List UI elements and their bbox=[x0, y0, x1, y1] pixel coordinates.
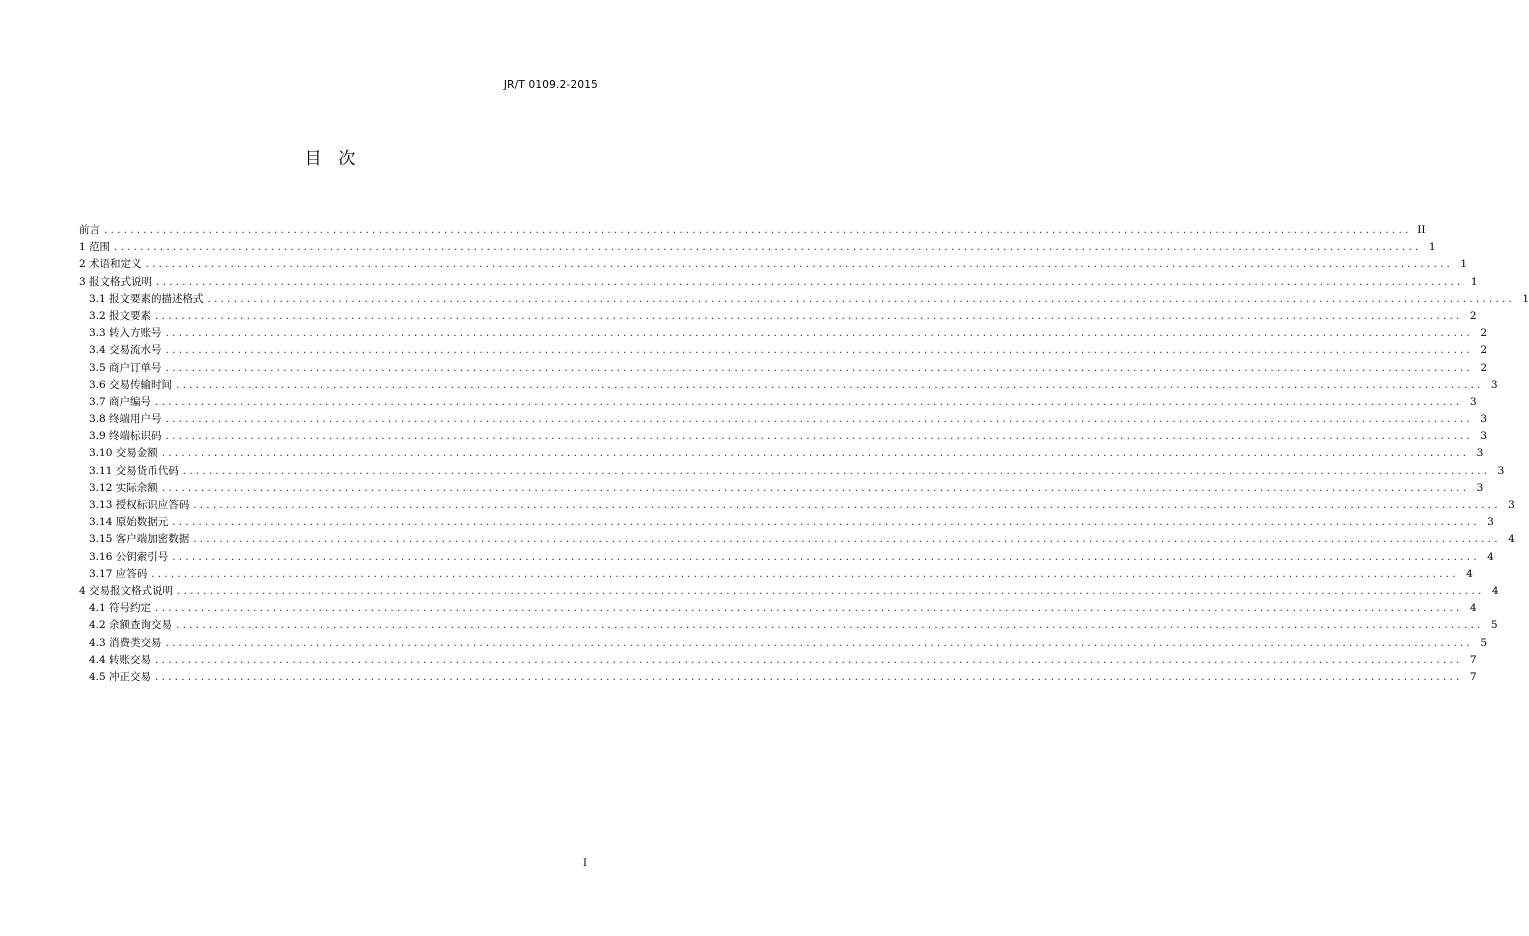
toc-entry-label: 3 报文格式说明 bbox=[79, 275, 153, 288]
toc-entry[interactable] bbox=[79, 600, 1477, 617]
toc-entry-label: 3.14 原始数据元 bbox=[89, 516, 169, 529]
toc-entry-label: 3.12 实际余额 bbox=[89, 481, 158, 494]
toc-dot-leader: ........................................................................................................................................................................................................ bbox=[165, 361, 1474, 374]
toc-entry[interactable] bbox=[79, 583, 1499, 600]
toc-entry-label: 3.1 报文要素的描述格式 bbox=[89, 292, 204, 305]
toc-entry[interactable] bbox=[79, 497, 1515, 514]
toc-entry-label: 3.4 交易流水号 bbox=[89, 344, 162, 357]
toc-entry-label: 3.6 交易传输时间 bbox=[89, 378, 173, 391]
toc-dot-leader: ........................................................................................................................................................................................................ bbox=[177, 584, 1485, 597]
toc-dot-leader: ........................................................................................................................................................................................................ bbox=[207, 292, 1516, 305]
toc-entry-page-number: II bbox=[1417, 224, 1426, 236]
toc-entry-page-number: 4 bbox=[1508, 533, 1515, 546]
toc-dot-leader: ........................................................................................................................................................................................................ bbox=[176, 378, 1484, 391]
page-title: 目 次 bbox=[304, 149, 358, 169]
toc-entry-page-number: 2 bbox=[1480, 361, 1488, 374]
toc-entry[interactable] bbox=[79, 566, 1473, 583]
toc-entry-page-number: 3 bbox=[1487, 516, 1494, 529]
toc-dot-leader: ........................................................................................................................................................................................................ bbox=[114, 241, 1422, 254]
toc-entry-page-number: 1 bbox=[1522, 292, 1529, 305]
toc-entry[interactable] bbox=[79, 394, 1477, 411]
toc-entry-label: 4.5 冲正交易 bbox=[89, 670, 152, 683]
toc-entry-page-number: 3 bbox=[1476, 481, 1484, 494]
toc-entry-page-number: 3 bbox=[1480, 430, 1488, 443]
toc-dot-leader: ........................................................................................................................................................................................................ bbox=[165, 413, 1474, 426]
toc-entry-label: 1 范围 bbox=[79, 241, 111, 254]
toc-entry-label: 4.1 符号约定 bbox=[89, 602, 152, 615]
toc-entry-page-number: 2 bbox=[1469, 309, 1477, 322]
toc-entry[interactable] bbox=[79, 274, 1478, 291]
toc-entry-label: 3.10 交易金额 bbox=[89, 447, 158, 460]
toc-dot-leader: ........................................................................................................................................................................................................ bbox=[161, 481, 1470, 494]
toc-dot-leader: ........................................................................................................................................................................................................ bbox=[155, 602, 1463, 615]
toc-entry-page-number: 7 bbox=[1469, 670, 1477, 683]
toc-entry[interactable] bbox=[79, 411, 1488, 428]
toc-entry-label: 3.5 商户订单号 bbox=[89, 361, 162, 374]
toc-dot-leader: ........................................................................................................................................................................................................ bbox=[155, 670, 1463, 683]
toc-dot-leader: ........................................................................................................................................................................................................ bbox=[172, 516, 1480, 529]
toc-entry[interactable] bbox=[79, 463, 1505, 480]
toc-dot-leader: ........................................................................................................................................................................................................ bbox=[193, 533, 1501, 546]
toc-entry[interactable] bbox=[79, 480, 1484, 497]
toc-entry-label: 前言 bbox=[79, 224, 100, 236]
toc-entry-label: 3.8 终端用户号 bbox=[89, 413, 162, 426]
toc-dot-leader: ........................................................................................................................................................................................................ bbox=[155, 309, 1463, 322]
toc-entry-label: 3.11 交易货币代码 bbox=[89, 464, 179, 477]
toc-entry-label: 2 术语和定义 bbox=[79, 258, 142, 271]
toc-dot-leader: ........................................................................................................................................................................................................ bbox=[145, 258, 1454, 271]
toc-entry[interactable] bbox=[79, 239, 1436, 256]
toc-entry-page-number: 5 bbox=[1480, 636, 1488, 649]
toc-entry-label: 3.7 商户编号 bbox=[89, 395, 152, 408]
toc-entry-page-number: 4 bbox=[1491, 584, 1499, 597]
toc-dot-leader: ........................................................................................................................................................................................................ bbox=[104, 224, 1412, 236]
toc-entry[interactable] bbox=[79, 428, 1488, 445]
toc-dot-leader: ........................................................................................................................................................................................................ bbox=[165, 636, 1474, 649]
toc-dot-leader: ........................................................................................................................................................................................................ bbox=[182, 464, 1491, 477]
toc-entry-label: 4.4 转账交易 bbox=[89, 653, 152, 666]
toc-entry-page-number: 3 bbox=[1497, 464, 1505, 477]
toc-entry-page-number: 3 bbox=[1508, 499, 1515, 511]
toc-entry-page-number: 3 bbox=[1480, 413, 1488, 426]
toc-entry[interactable] bbox=[79, 549, 1494, 566]
table-of-contents bbox=[79, 222, 1529, 686]
toc-entry-page-number: 4 bbox=[1466, 567, 1473, 580]
toc-entry[interactable] bbox=[79, 669, 1477, 686]
page-number: I bbox=[583, 858, 587, 869]
toc-entry[interactable] bbox=[79, 325, 1488, 342]
toc-entry[interactable] bbox=[79, 291, 1529, 308]
toc-entry-page-number: 5 bbox=[1490, 619, 1498, 632]
toc-entry[interactable] bbox=[79, 635, 1488, 652]
toc-dot-leader: ........................................................................................................................................................................................................ bbox=[172, 550, 1480, 563]
toc-dot-leader: ........................................................................................................................................................................................................ bbox=[165, 327, 1474, 340]
toc-entry-label: 4 交易报文格式说明 bbox=[79, 584, 174, 597]
toc-entry-label: 3.13 授权标识应答码 bbox=[89, 499, 190, 511]
toc-entry-page-number: 7 bbox=[1469, 653, 1477, 666]
toc-dot-leader: ........................................................................................................................................................................................................ bbox=[165, 430, 1474, 443]
toc-entry-page-number: 1 bbox=[1428, 241, 1436, 254]
toc-entry-label: 4.3 消费类交易 bbox=[89, 636, 162, 649]
toc-entry[interactable] bbox=[79, 617, 1498, 634]
toc-entry-label: 3.17 应答码 bbox=[89, 567, 148, 580]
toc-dot-leader: ........................................................................................................................................................................................................ bbox=[155, 395, 1463, 408]
toc-entry-page-number: 4 bbox=[1487, 550, 1494, 563]
toc-dot-leader: ........................................................................................................................................................................................................ bbox=[151, 567, 1459, 580]
toc-entry-page-number: 3 bbox=[1469, 395, 1477, 408]
toc-entry-page-number: 2 bbox=[1480, 344, 1488, 357]
toc-dot-leader: ........................................................................................................................................................................................................ bbox=[165, 344, 1474, 357]
toc-entry-label: 4.2 余额查询交易 bbox=[89, 619, 173, 632]
toc-dot-leader: ........................................................................................................................................................................................................ bbox=[155, 653, 1463, 666]
toc-entry[interactable] bbox=[79, 342, 1488, 359]
toc-entry-page-number: 4 bbox=[1469, 602, 1477, 615]
toc-entry[interactable] bbox=[79, 531, 1515, 548]
toc-entry[interactable] bbox=[79, 308, 1477, 325]
toc-entry[interactable] bbox=[79, 445, 1484, 462]
toc-entry[interactable] bbox=[79, 360, 1488, 377]
toc-entry-page-number: 1 bbox=[1470, 275, 1478, 288]
toc-entry[interactable] bbox=[79, 256, 1468, 273]
toc-dot-leader: ........................................................................................................................................................................................................ bbox=[193, 499, 1501, 511]
toc-entry-page-number: 3 bbox=[1476, 447, 1484, 460]
standard-code: JR/T 0109.2-2015 bbox=[503, 79, 598, 91]
toc-entry-page-number: 3 bbox=[1490, 378, 1498, 391]
toc-entry[interactable] bbox=[79, 222, 1426, 239]
toc-entry[interactable] bbox=[79, 514, 1494, 531]
toc-entry-label: 3.16 公钥索引号 bbox=[89, 550, 169, 563]
toc-entry-label: 3.2 报文要素 bbox=[89, 309, 152, 322]
toc-dot-leader: ........................................................................................................................................................................................................ bbox=[156, 275, 1464, 288]
toc-entry-page-number: 2 bbox=[1480, 327, 1488, 340]
toc-entry-label: 3.9 终端标识码 bbox=[89, 430, 162, 443]
toc-entry-label: 3.3 转入方账号 bbox=[89, 327, 162, 340]
toc-entry-label: 3.15 客户端加密数据 bbox=[89, 533, 190, 546]
toc-dot-leader: ........................................................................................................................................................................................................ bbox=[161, 447, 1470, 460]
toc-entry[interactable] bbox=[79, 377, 1498, 394]
toc-dot-leader: ........................................................................................................................................................................................................ bbox=[176, 619, 1484, 632]
toc-entry[interactable] bbox=[79, 652, 1477, 669]
toc-entry-page-number: 1 bbox=[1460, 258, 1468, 271]
